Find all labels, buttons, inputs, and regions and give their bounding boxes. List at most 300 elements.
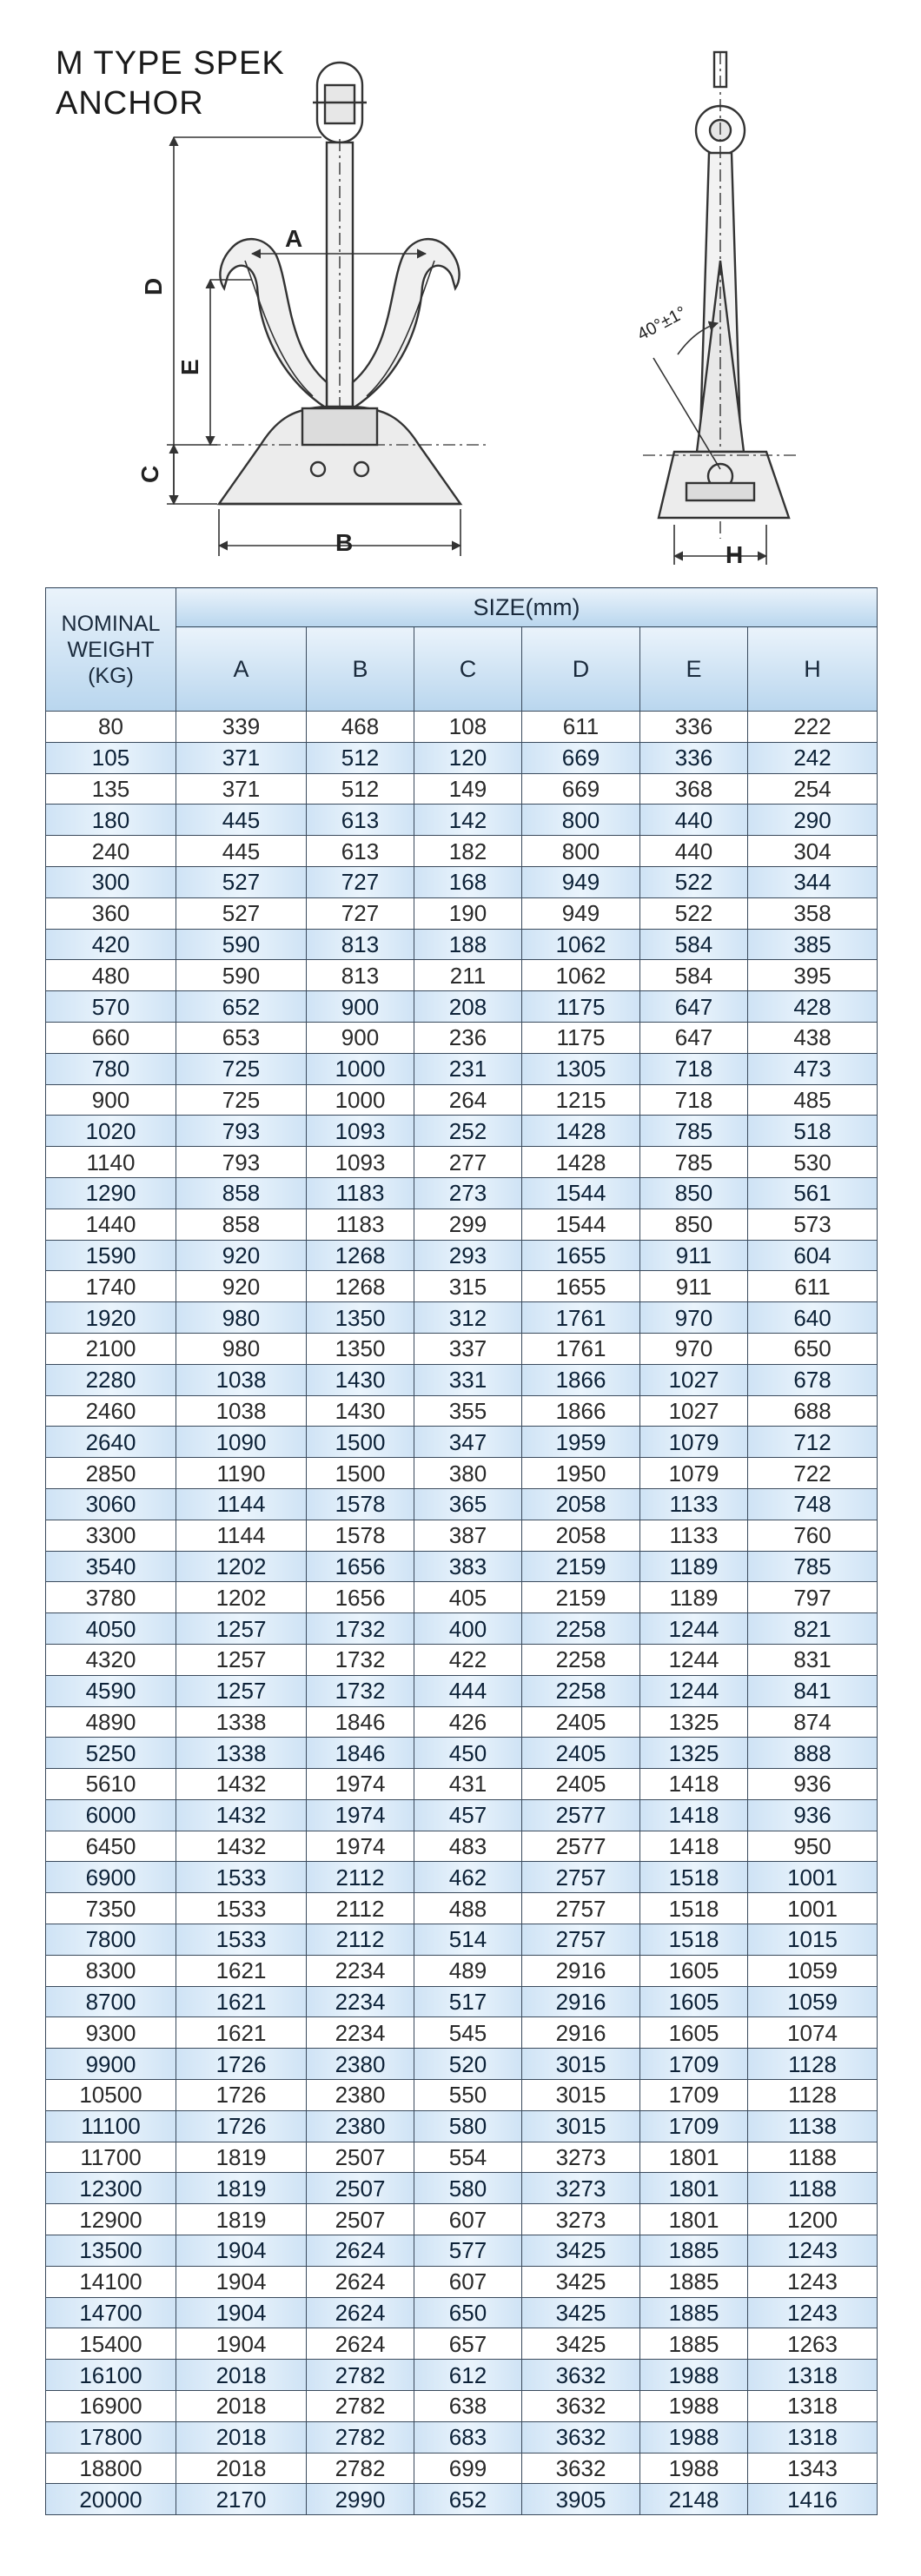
size-cell: 331 [414,1364,522,1395]
size-cell: 1432 [176,1769,307,1800]
size-cell: 793 [176,1147,307,1178]
table-row [46,1613,878,1645]
size-cell: 1761 [522,1333,640,1364]
size-cell: 1133 [640,1520,748,1551]
size-cell: 1244 [640,1613,748,1645]
weight-cell: 9300 [46,2017,176,2049]
size-cell: 1726 [176,2110,307,2142]
size-cell: 347 [414,1427,522,1458]
size-cell: 190 [414,897,522,929]
size-cell: 800 [522,836,640,867]
size-cell: 1518 [640,1862,748,1893]
size-cell: 1621 [176,1986,307,2017]
size-cell: 1079 [640,1458,748,1489]
table-row [46,773,878,805]
angle-label: 40°±1° [634,302,690,345]
table-row [46,2142,878,2173]
size-cell: 1190 [176,1458,307,1489]
header-nominal-weight [46,588,176,712]
table-row [46,897,878,929]
size-cell: 1343 [748,2453,878,2484]
size-cell: 2405 [522,1706,640,1738]
table-row [46,836,878,867]
weight-cell: 1290 [46,1177,176,1209]
size-cell: 1202 [176,1582,307,1613]
size-cell: 2234 [307,1955,414,1986]
weight-cell: 16100 [46,2360,176,2391]
size-cell: 530 [748,1147,878,1178]
size-cell: 3632 [522,2421,640,2453]
size-cell: 231 [414,1053,522,1084]
size-cell: 573 [748,1209,878,1240]
size-cell: 1200 [748,2204,878,2235]
weight-cell: 660 [46,1022,176,1053]
size-cell: 550 [414,2080,522,2111]
size-cell: 1974 [307,1831,414,1862]
size-cell: 1202 [176,1551,307,1582]
table-row [46,866,878,897]
table-row [46,1488,878,1520]
size-cell: 1263 [748,2328,878,2360]
size-cell: 1257 [176,1675,307,1706]
size-cell: 1062 [522,929,640,960]
size-cell: 1726 [176,2080,307,2111]
size-cell: 1243 [748,2235,878,2267]
size-cell: 142 [414,805,522,836]
size-cell: 2577 [522,1831,640,1862]
table-row [46,1769,878,1800]
size-cell: 607 [414,2204,522,2235]
size-cell: 722 [748,1458,878,1489]
weight-cell: 9900 [46,2049,176,2080]
table-row [46,1147,878,1178]
size-cell: 277 [414,1147,522,1178]
right-arm-shape [353,239,460,408]
size-cell: 1656 [307,1582,414,1613]
weight-cell: 240 [46,836,176,867]
size-cell: 108 [414,712,522,743]
size-cell: 168 [414,866,522,897]
size-cell: 1500 [307,1427,414,1458]
size-cell: 1500 [307,1458,414,1489]
table-row [46,1116,878,1147]
size-cell: 1709 [640,2080,748,2111]
weight-cell: 5610 [46,1769,176,1800]
dim-label-e: E [176,359,203,375]
size-cell: 2624 [307,2328,414,2360]
size-cell: 254 [748,773,878,805]
size-cell: 339 [176,712,307,743]
size-cell: 561 [748,1177,878,1209]
size-cell: 900 [307,991,414,1023]
size-cell: 1605 [640,1986,748,2017]
size-cell: 1988 [640,2360,748,2391]
size-cell: 1318 [748,2391,878,2422]
size-cell: 304 [748,836,878,867]
size-cell: 1257 [176,1613,307,1645]
size-cell: 1819 [176,2204,307,2235]
weight-cell: 12300 [46,2173,176,2204]
size-cell: 2624 [307,2297,414,2328]
front-view [209,63,487,504]
size-cell: 3273 [522,2204,640,2235]
table-row [46,1644,878,1675]
size-cell: 611 [748,1271,878,1302]
size-cell: 1428 [522,1147,640,1178]
size-cell: 1732 [307,1644,414,1675]
size-cell: 657 [414,2328,522,2360]
size-cell: 1709 [640,2110,748,2142]
size-cell: 718 [640,1053,748,1084]
size-cell: 900 [307,1022,414,1053]
weight-cell: 14100 [46,2266,176,2297]
dim-label-d: D [140,277,167,295]
weight-cell: 16900 [46,2391,176,2422]
size-cell: 1533 [176,1862,307,1893]
size-cell: 1215 [522,1084,640,1116]
table-row [46,1924,878,1956]
size-cell: 3632 [522,2360,640,2391]
table-row [46,2328,878,2360]
size-cell: 2058 [522,1520,640,1551]
table-row [46,1271,878,1302]
size-cell: 2018 [176,2360,307,2391]
size-cell: 3273 [522,2142,640,2173]
size-cell: 607 [414,2266,522,2297]
size-cell: 725 [176,1053,307,1084]
dim-label-a: A [285,225,303,252]
size-cell: 858 [176,1177,307,1209]
size-cell: 336 [640,712,748,743]
size-cell: 380 [414,1458,522,1489]
size-cell: 1183 [307,1209,414,1240]
size-cell: 1732 [307,1675,414,1706]
table-row [46,1022,878,1053]
size-cell: 727 [307,866,414,897]
size-cell: 797 [748,1582,878,1613]
weight-cell: 135 [46,773,176,805]
table-row [46,1240,878,1271]
size-cell: 1128 [748,2049,878,2080]
size-cell: 1988 [640,2453,748,2484]
size-cell: 489 [414,1955,522,1986]
table-row [46,1831,878,1862]
size-cell: 1904 [176,2297,307,2328]
size-cell: 337 [414,1333,522,1364]
size-cell: 1988 [640,2391,748,2422]
size-cell: 1988 [640,2421,748,2453]
size-cell: 785 [640,1147,748,1178]
size-cell: 3425 [522,2328,640,2360]
weight-cell: 2280 [46,1364,176,1395]
size-cell: 970 [640,1302,748,1334]
size-cell: 299 [414,1209,522,1240]
table-row [46,1955,878,1986]
size-cell: 1430 [307,1395,414,1427]
size-cell: 236 [414,1022,522,1053]
size-cell: 1866 [522,1395,640,1427]
size-cell: 1656 [307,1551,414,1582]
size-cell: 1244 [640,1675,748,1706]
size-cell: 650 [748,1333,878,1364]
size-cell: 2380 [307,2110,414,2142]
size-cell: 678 [748,1364,878,1395]
weight-cell: 3300 [46,1520,176,1551]
weight-cell: 1140 [46,1147,176,1178]
size-cell: 2624 [307,2266,414,2297]
table-row [46,1177,878,1209]
table-row [46,1582,878,1613]
size-cell: 577 [414,2235,522,2267]
size-cell: 312 [414,1302,522,1334]
size-cell: 1325 [640,1738,748,1769]
size-cell: 1819 [176,2142,307,2173]
size-cell: 371 [176,742,307,773]
header-col-a: A [176,627,307,712]
table-row [46,2421,878,2453]
weight-cell: 15400 [46,2328,176,2360]
size-cell: 483 [414,1831,522,1862]
size-cell: 647 [640,1022,748,1053]
size-cell: 2916 [522,1955,640,1986]
size-cell: 980 [176,1302,307,1334]
weight-cell: 1920 [46,1302,176,1334]
size-cell: 2380 [307,2080,414,2111]
size-cell: 426 [414,1706,522,1738]
weight-cell: 4320 [46,1644,176,1675]
size-cell: 1268 [307,1271,414,1302]
size-cell: 431 [414,1769,522,1800]
size-cell: 545 [414,2017,522,2049]
table-row [46,805,878,836]
title-line-2: ANCHOR [56,85,204,122]
size-cell: 1059 [748,1955,878,1986]
size-cell: 1418 [640,1769,748,1800]
size-cell: 760 [748,1520,878,1551]
size-cell: 3905 [522,2484,640,2515]
size-cell: 652 [414,2484,522,2515]
size-cell: 1079 [640,1427,748,1458]
size-cell: 527 [176,866,307,897]
size-cell: 718 [640,1084,748,1116]
header-col-c: C [414,627,522,712]
size-cell: 2112 [307,1924,414,1956]
size-cell: 2170 [176,2484,307,2515]
size-cell: 1974 [307,1799,414,1831]
size-cell: 604 [748,1240,878,1271]
size-cell: 522 [640,866,748,897]
size-cell: 3015 [522,2080,640,2111]
size-cell: 1318 [748,2360,878,2391]
size-cell: 1350 [307,1333,414,1364]
size-cell: 3425 [522,2266,640,2297]
size-cell: 1268 [307,1240,414,1271]
size-cell: 1183 [307,1177,414,1209]
table-body [46,712,878,2515]
size-cell: 1175 [522,1022,640,1053]
weight-cell: 2850 [46,1458,176,1489]
table-row [46,1209,878,1240]
size-cell: 748 [748,1488,878,1520]
weight-cell: 360 [46,897,176,929]
size-cell: 1090 [176,1427,307,1458]
size-cell: 813 [307,960,414,991]
weight-cell: 12900 [46,2204,176,2235]
table-row [46,2204,878,2235]
size-cell: 1801 [640,2173,748,2204]
table-row [46,1084,878,1116]
size-cell: 1428 [522,1116,640,1147]
size-cell: 1801 [640,2204,748,2235]
size-cell: 1761 [522,1302,640,1334]
size-cell: 3425 [522,2235,640,2267]
size-cell: 2112 [307,1893,414,1924]
size-cell: 1885 [640,2297,748,2328]
size-cell: 1350 [307,1302,414,1334]
size-cell: 1578 [307,1520,414,1551]
size-cell: 1338 [176,1706,307,1738]
table-row [46,1706,878,1738]
size-cell: 970 [640,1333,748,1364]
table-row [46,2297,878,2328]
size-cell: 3425 [522,2297,640,2328]
size-cell: 444 [414,1675,522,1706]
size-cell: 1959 [522,1427,640,1458]
size-cell: 800 [522,805,640,836]
table-row [46,1427,878,1458]
size-cell: 1432 [176,1831,307,1862]
size-cell: 3015 [522,2049,640,2080]
weight-cell: 4590 [46,1675,176,1706]
weight-cell: 1740 [46,1271,176,1302]
size-cell: 638 [414,2391,522,2422]
size-cell: 1338 [176,1738,307,1769]
size-cell: 1418 [640,1831,748,1862]
size-cell: 522 [640,897,748,929]
size-cell: 949 [522,866,640,897]
spec-table [45,587,878,2515]
table-row [46,2173,878,2204]
size-cell: 1257 [176,1644,307,1675]
table-row [46,2049,878,2080]
size-cell: 3632 [522,2453,640,2484]
size-cell: 368 [640,773,748,805]
table-row [46,960,878,991]
size-cell: 1533 [176,1924,307,1956]
size-cell: 2577 [522,1799,640,1831]
weight-cell: 6900 [46,1862,176,1893]
table-row [46,742,878,773]
weight-header-line-2: WEIGHT [67,637,155,662]
size-cell: 355 [414,1395,522,1427]
size-cell: 2990 [307,2484,414,2515]
size-cell: 2507 [307,2142,414,2173]
size-cell: 273 [414,1177,522,1209]
size-cell: 1904 [176,2328,307,2360]
table-row [46,1053,878,1084]
size-cell: 1038 [176,1364,307,1395]
header-col-b: B [307,627,414,712]
size-cell: 450 [414,1738,522,1769]
size-cell: 554 [414,2142,522,2173]
size-cell: 580 [414,2110,522,2142]
size-cell: 1074 [748,2017,878,2049]
size-cell: 653 [176,1022,307,1053]
size-cell: 252 [414,1116,522,1147]
size-cell: 831 [748,1644,878,1675]
size-cell: 222 [748,712,878,743]
size-cell: 612 [414,2360,522,2391]
size-cell: 841 [748,1675,878,1706]
size-cell: 2782 [307,2453,414,2484]
size-cell: 1133 [640,1488,748,1520]
weight-cell: 105 [46,742,176,773]
table-row [46,2360,878,2391]
size-cell: 2018 [176,2421,307,2453]
size-cell: 613 [307,836,414,867]
size-cell: 440 [640,836,748,867]
size-cell: 911 [640,1240,748,1271]
size-cell: 725 [176,1084,307,1116]
size-cell: 473 [748,1053,878,1084]
size-cell: 149 [414,773,522,805]
table-row [46,1738,878,1769]
weight-cell: 7800 [46,1924,176,1956]
size-cell: 188 [414,929,522,960]
size-cell: 1430 [307,1364,414,1395]
size-cell: 727 [307,897,414,929]
size-cell: 1244 [640,1644,748,1675]
size-cell: 580 [414,2173,522,2204]
size-cell: 1885 [640,2266,748,2297]
size-cell: 2159 [522,1551,640,1582]
dim-label-h: H [726,541,744,568]
weight-cell: 3780 [46,1582,176,1613]
table-row [46,1675,878,1706]
size-cell: 3273 [522,2173,640,2204]
size-cell: 1027 [640,1395,748,1427]
size-cell: 821 [748,1613,878,1645]
size-cell: 652 [176,991,307,1023]
size-cell: 488 [414,1893,522,1924]
size-cell: 1544 [522,1209,640,1240]
header-col-e: E [640,627,748,712]
size-cell: 2507 [307,2204,414,2235]
size-cell: 428 [748,991,878,1023]
table-row [46,2391,878,2422]
header-col-h: H [748,627,878,712]
size-cell: 669 [522,742,640,773]
size-cell: 950 [748,1831,878,1862]
weight-cell: 2640 [46,1427,176,1458]
size-cell: 936 [748,1799,878,1831]
size-cell: 1819 [176,2173,307,2204]
header-col-d: D [522,627,640,712]
size-cell: 712 [748,1427,878,1458]
weight-cell: 4050 [46,1613,176,1645]
size-cell: 1038 [176,1395,307,1427]
size-cell: 242 [748,742,878,773]
title-line-1: M TYPE SPEK [56,45,285,82]
weight-cell: 20000 [46,2484,176,2515]
size-cell: 1001 [748,1862,878,1893]
size-cell: 1144 [176,1488,307,1520]
weight-cell: 1440 [46,1209,176,1240]
size-cell: 1621 [176,2017,307,2049]
size-cell: 445 [176,836,307,867]
weight-header-line-1: NOMINAL [61,611,161,636]
weight-cell: 80 [46,712,176,743]
